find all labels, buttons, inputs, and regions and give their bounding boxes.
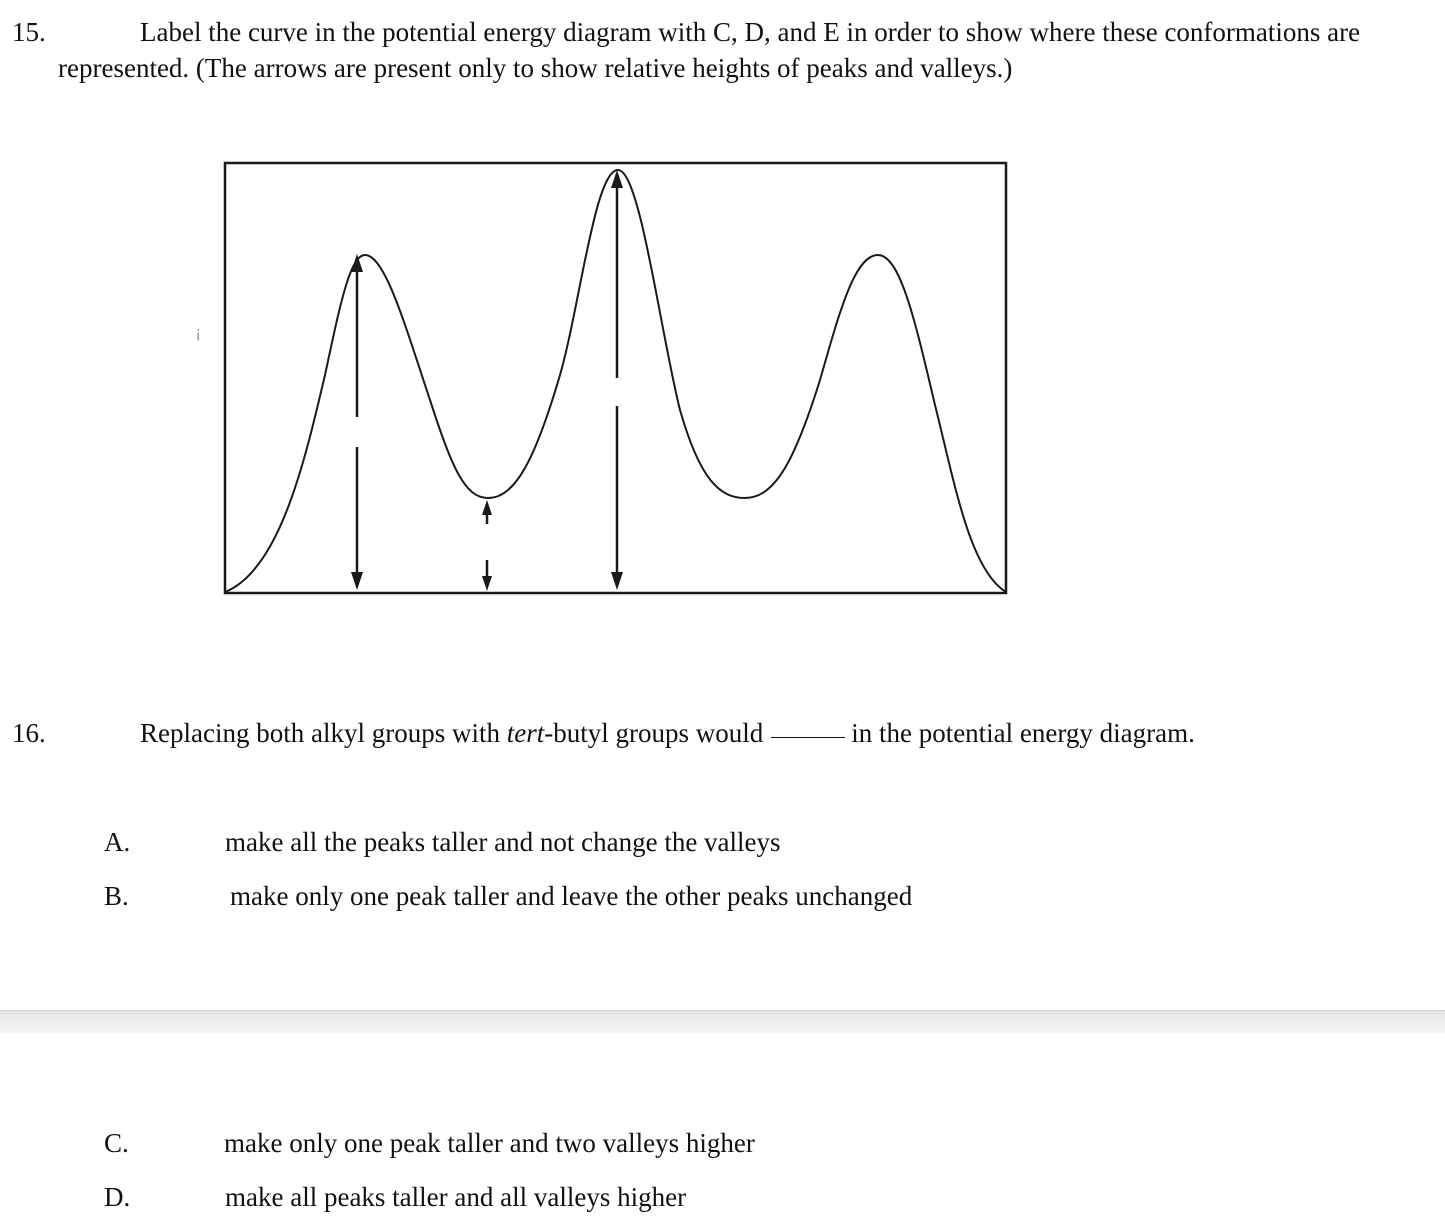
question-15-text-line2: represented. (The arrows are present only to show relative heights of peaks and valleys.) xyxy=(58,53,1013,83)
info-marker-icon: ¡ xyxy=(195,323,202,342)
energy-curve xyxy=(225,170,1006,592)
option-a-letter[interactable]: A. xyxy=(104,827,131,857)
question-16-text-italic: tert xyxy=(506,718,545,748)
diagram-frame xyxy=(225,163,1006,593)
arrow-valley-head-down xyxy=(482,576,492,591)
page-divider xyxy=(0,1010,1445,1033)
question-16-number: 16. xyxy=(12,718,46,748)
option-a-text[interactable]: make all the peaks taller and not change the valleys xyxy=(225,827,781,857)
arrow-peak-center-head-down xyxy=(611,572,623,590)
option-c-text[interactable]: make only one peak taller and two valleys higher xyxy=(224,1128,755,1158)
option-d-text[interactable]: make all peaks taller and all valleys higher xyxy=(225,1182,687,1212)
option-c-letter[interactable]: C. xyxy=(104,1128,129,1158)
question-15-text-line1: Label the curve in the potential energy diagram with C, D, and E in order to show where these conformations are xyxy=(140,17,1361,47)
potential-energy-svg xyxy=(190,150,1020,610)
option-b-text[interactable]: make only one peak taller and leave the other peaks unchanged xyxy=(230,881,913,911)
potential-energy-diagram xyxy=(190,150,1020,617)
question-16-text xyxy=(140,717,1195,749)
question-16-text-middle: -butyl groups would xyxy=(544,718,764,748)
question-15-number: 15. xyxy=(12,17,46,47)
arrow-peak-left-head-down xyxy=(351,572,363,590)
question-16-text-before: Replacing both alkyl groups with xyxy=(140,718,507,748)
option-d-letter[interactable]: D. xyxy=(104,1182,131,1212)
question-16-text-after: in the potential energy diagram. xyxy=(851,718,1195,748)
answer-blank xyxy=(771,737,845,738)
option-b-letter[interactable]: B. xyxy=(104,881,129,911)
